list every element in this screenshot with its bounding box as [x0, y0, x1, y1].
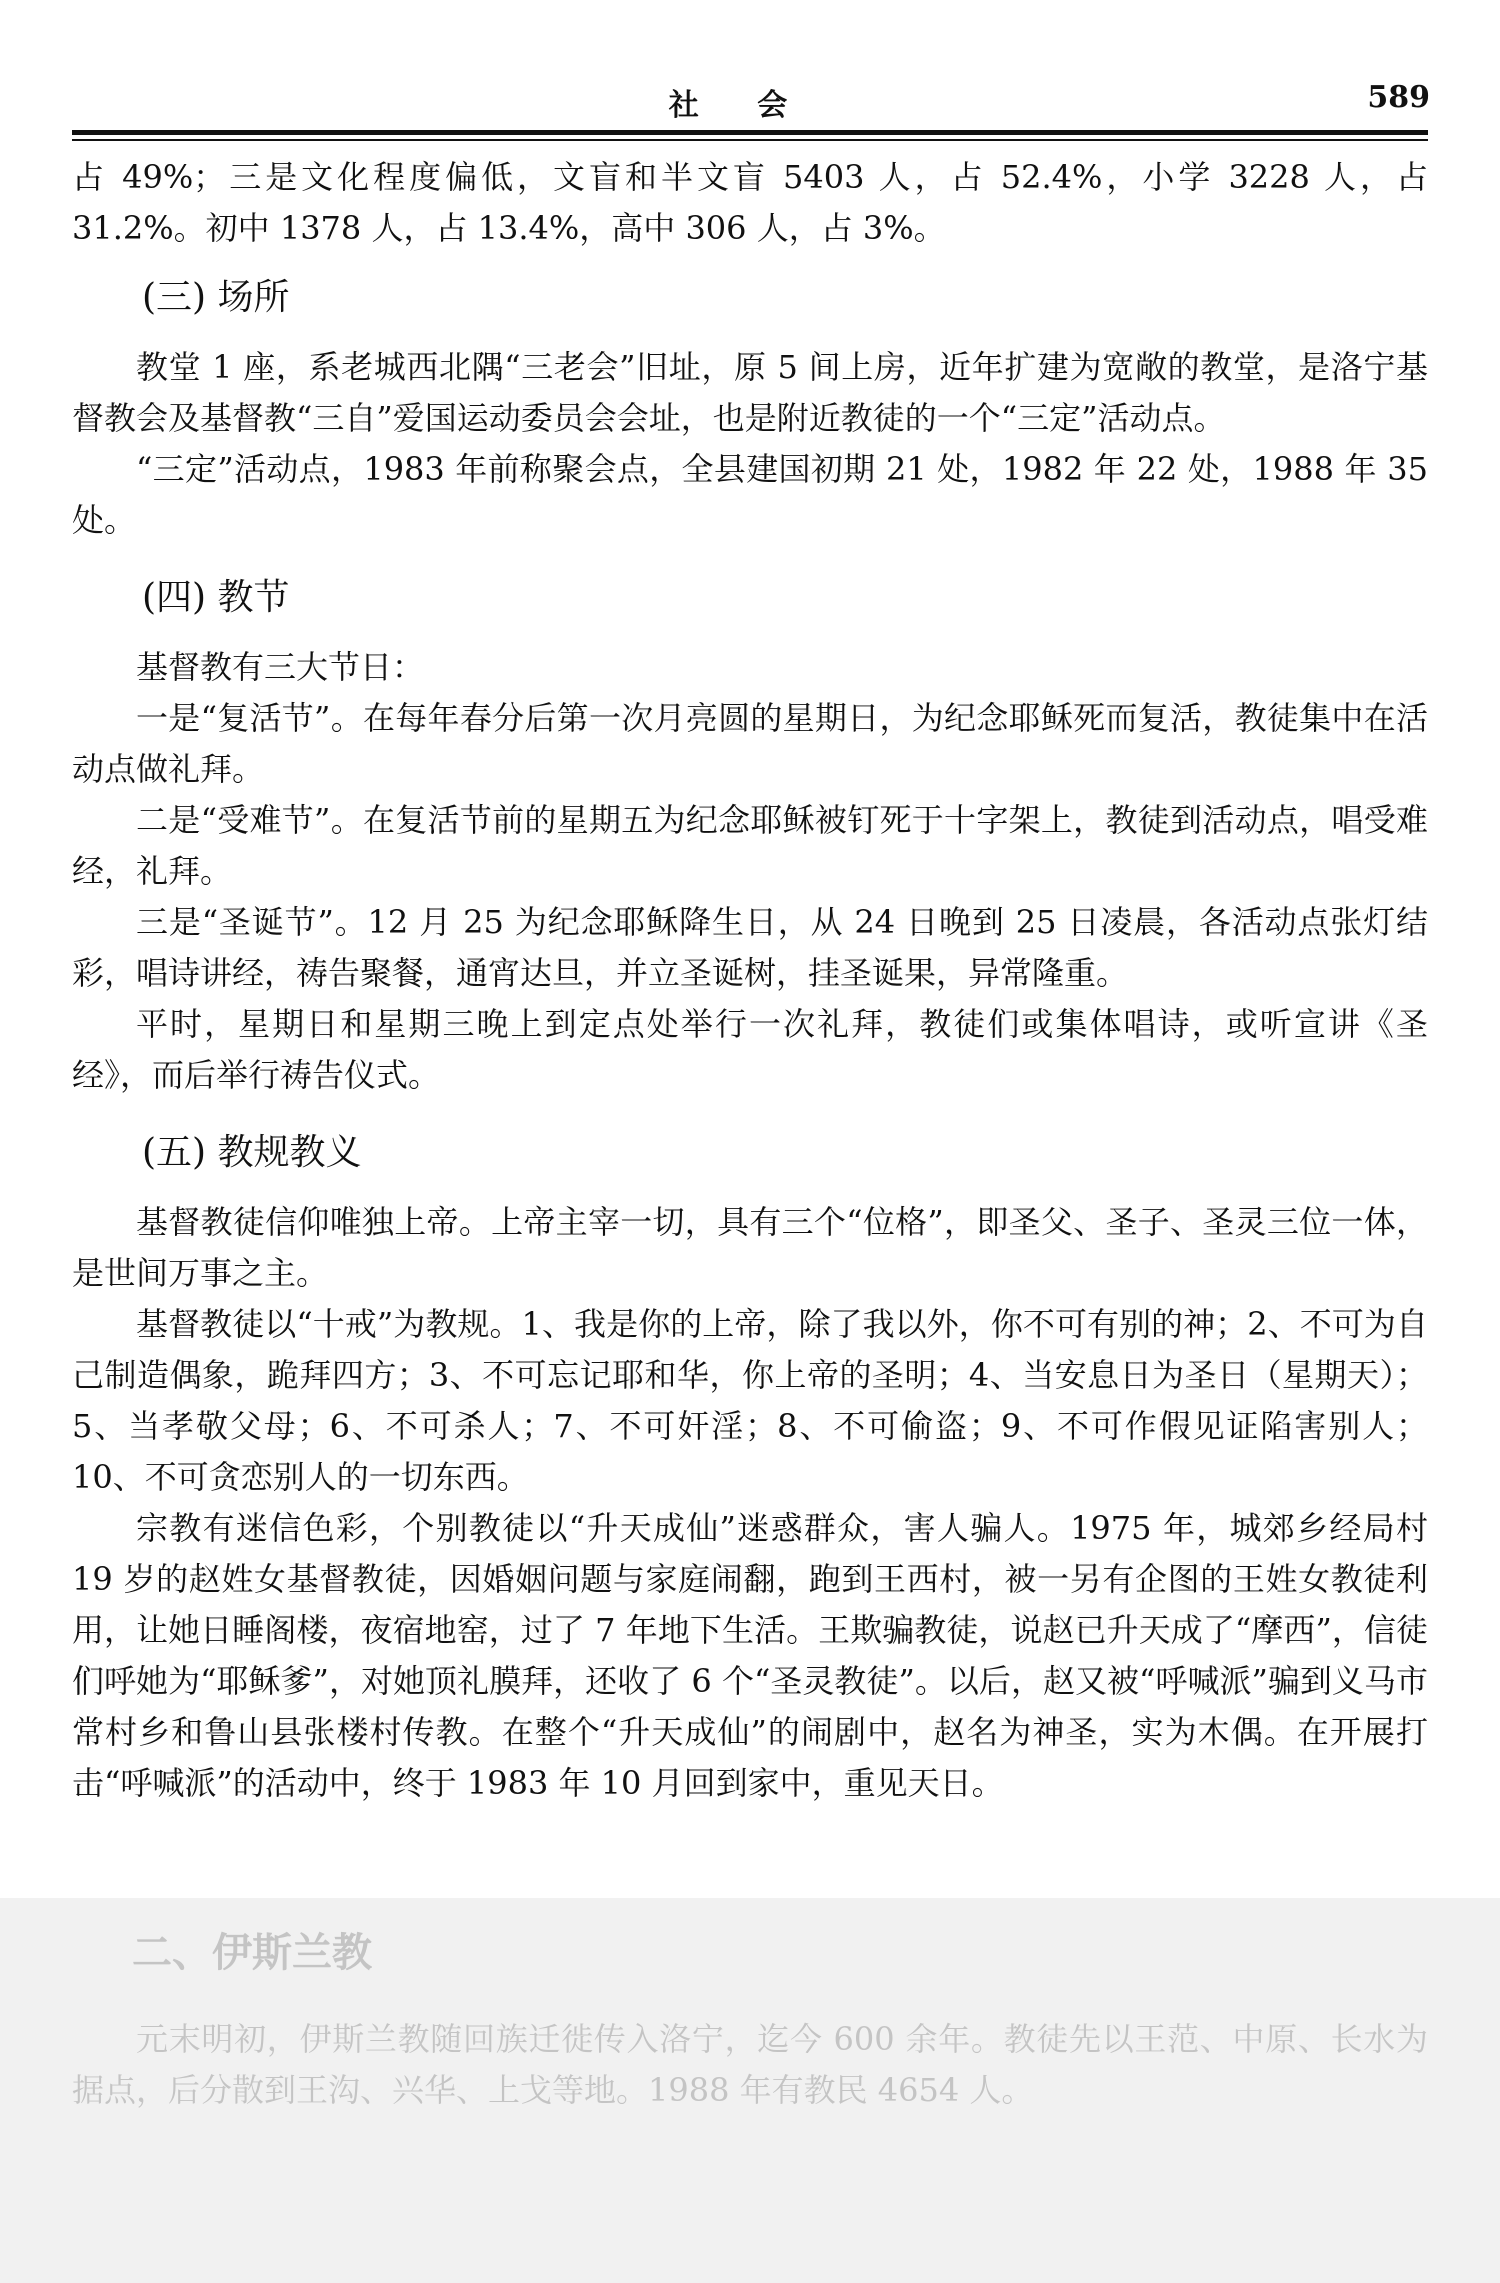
- header-rule-thick: [72, 130, 1428, 135]
- paragraph-church: 教堂 1 座，系老城西北隅“三老会”旧址，原 5 间上房，近年扩建为宽敞的教堂，是洛宁基督教会及基督教“三自”爱国运动委员会会址，也是附近教徒的一个“三定”活动点。: [72, 348, 1428, 437]
- section-heading-venues: (三) 场所: [142, 277, 290, 318]
- section-heading-festivals: (四) 教节: [142, 577, 290, 618]
- paragraph-good-friday: 二是“受难节”。在复活节前的星期五为纪念耶稣被钉死于十字架上，教徒到活动点，唱受难经，礼拜。: [72, 801, 1428, 890]
- paragraph-superstition-case: 宗教有迷信色彩，个别教徒以“升天成仙”迷惑群众，害人骗人。1975 年，城郊乡经局村 19 岁的赵姓女基督教徒，因婚姻问题与家庭闹翻，跑到王西村，被一另有企图的王姓女教徒利用，让她日睡阁楼，夜宿地窑，过了 7 年地下生活。王欺骗教徒，说赵已升天成了“摩西”，信徒们呼她为“耶稣爹”，对她顶礼膜拜，还收了 6 个“圣灵教徒”。以后，赵又被“呼喊派”骗到义马市常村乡和鲁山县张楼村传教。在整个“升天成仙”的闹剧中，赵名为神圣，实为木偶。在开展打击“呼喊派”的活动中，终于 1983 年 10 月回到家中，重见天日。: [72, 1509, 1428, 1802]
- paragraph-festivals-intro: 基督教有三大节日：: [136, 648, 425, 686]
- body-text: [72, 152, 1428, 1809]
- header-rule-thin: [72, 139, 1428, 141]
- paragraph-weekly-worship: 平时，星期日和星期三晚上到定点处举行一次礼拜，教徒们或集体唱诗，或听宣讲《圣经》，而后举行祷告仪式。: [72, 1005, 1428, 1094]
- running-header: 社 会: [668, 88, 812, 123]
- section-heading-doctrine: (五) 教规教义: [142, 1132, 362, 1173]
- paragraph-activity-points: “三定”活动点，1983 年前称聚会点，全县建国初期 21 处，1982 年 22 处，1988 年 35 处。: [72, 450, 1428, 539]
- paragraph-islam-intro: 元末明初，伊斯兰教随回族迁徙传入洛宁，迄今 600 余年。教徒先以王范、中原、长水为据点，后分散到王沟、兴华、上戈等地。1988 年有教民 4654 人。: [72, 2020, 1428, 2109]
- page-number: 589: [1367, 80, 1430, 115]
- paragraph-christmas: 三是“圣诞节”。12 月 25 为纪念耶稣降生日，从 24 日晚到 25 日凌晨，各活动点张灯结彩，唱诗讲经，祷告聚餐，通宵达旦，并立圣诞树，挂圣诞果，异常隆重。: [72, 903, 1428, 992]
- paragraph-belief: 基督教徒信仰唯独上帝。上帝主宰一切，具有三个“位格”，即圣父、圣子、圣灵三位一体，是世间万事之主。: [72, 1203, 1428, 1292]
- paragraph-ten-commandments: 基督教徒以“十戒”为教规。1、我是你的上帝，除了我以外，你不可有别的神；2、不可为自己制造偶象，跪拜四方；3、不可忘记耶和华，你上帝的圣明；4、当安息日为圣日（星期天）；5、当孝敬父母；6、不可杀人；7、不可奸淫；8、不可偷盗；9、不可作假见证陷害别人；10、不可贪恋别人的一切东西。: [72, 1305, 1428, 1496]
- paragraph-easter: 一是“复活节”。在每年春分后第一次月亮圆的星期日，为纪念耶稣死而复活，教徒集中在活动点做礼拜。: [72, 699, 1428, 788]
- paragraph-education-stats: 占 49%；三是文化程度偏低，文盲和半文盲 5403 人，占 52.4%，小学 3228 人，占 31.2%。初中 1378 人，占 13.4%，高中 306 人，占 3%。: [72, 158, 1428, 247]
- chapter-heading-islam: 二、伊斯兰教: [132, 1929, 372, 1976]
- faded-next-section: [72, 1918, 1428, 2116]
